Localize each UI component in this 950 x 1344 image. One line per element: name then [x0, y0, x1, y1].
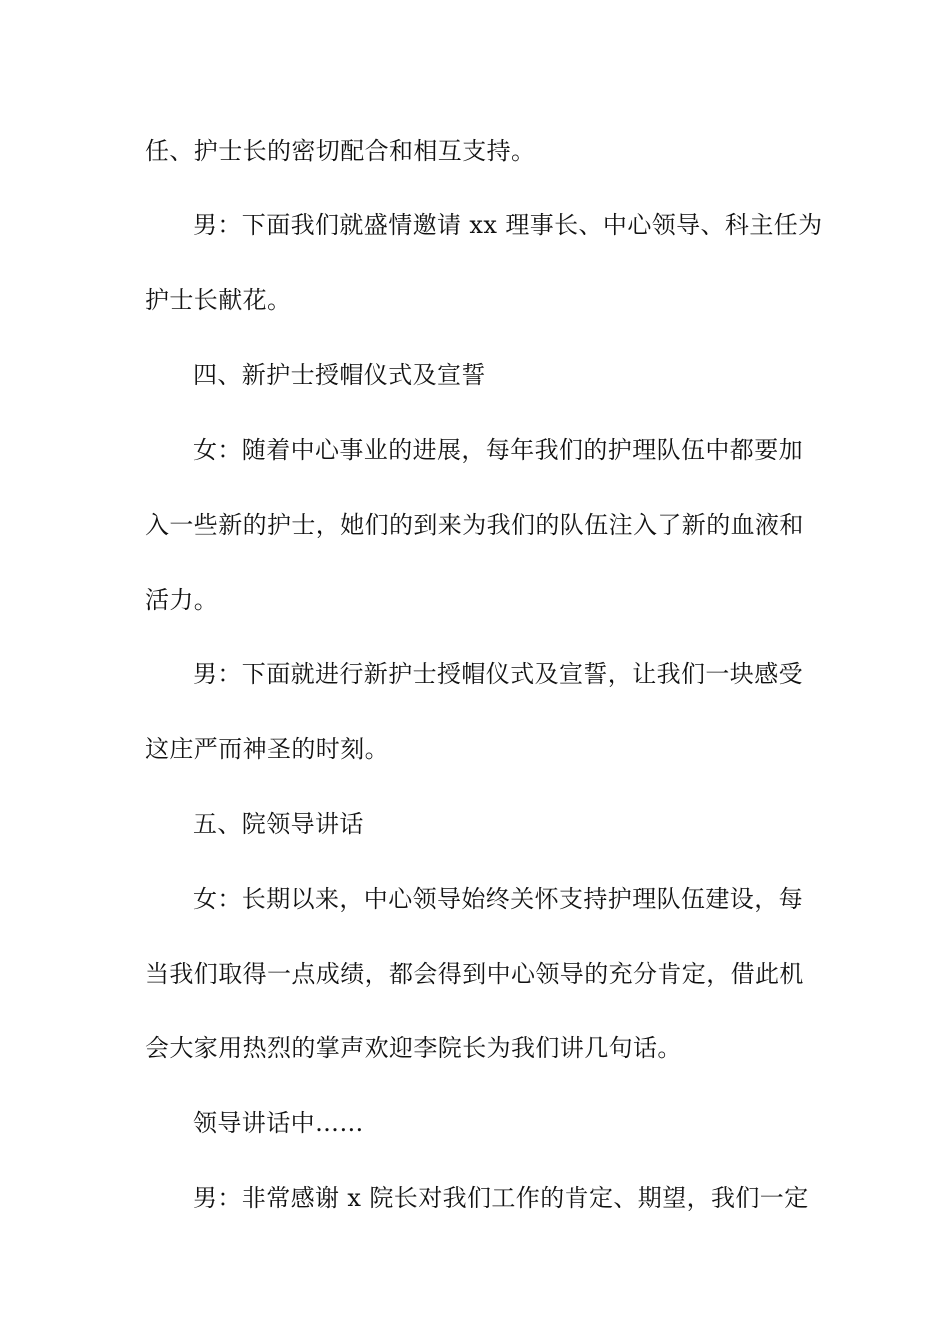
text-line: 男：非常感谢 x 院长对我们工作的肯定、期望，我们一定 — [193, 1184, 809, 1212]
text-line: 活力。 — [145, 586, 219, 614]
text-line: 当我们取得一点成绩，都会得到中心领导的充分肯定，借此机 — [145, 960, 804, 988]
text-line: 领导讲话中…… — [193, 1109, 364, 1137]
text-line: 女：随着中心事业的进展，每年我们的护理队伍中都要加 — [193, 436, 803, 464]
section-heading: 四、新护士授帽仪式及宣誓 — [193, 361, 486, 389]
text-line: 会大家用热烈的掌声欢迎李院长为我们讲几句话。 — [145, 1034, 682, 1062]
text-line: 女：长期以来，中心领导始终关怀支持护理队伍建设，每 — [193, 885, 803, 913]
text-line: 男：下面就进行新护士授帽仪式及宣誓，让我们一块感受 — [193, 660, 803, 688]
text-line: 护士长献花。 — [145, 286, 292, 314]
text-line: 这庄严而神圣的时刻。 — [145, 735, 389, 763]
text-line: 入一些新的护士，她们的到来为我们的队伍注入了新的血液和 — [145, 511, 804, 539]
text-line: 任、护士长的密切配合和相互支持。 — [145, 137, 536, 165]
section-heading: 五、院领导讲话 — [193, 810, 364, 838]
text-line: 男：下面我们就盛情邀请 xx 理事长、中心领导、科主任为 — [193, 211, 823, 239]
